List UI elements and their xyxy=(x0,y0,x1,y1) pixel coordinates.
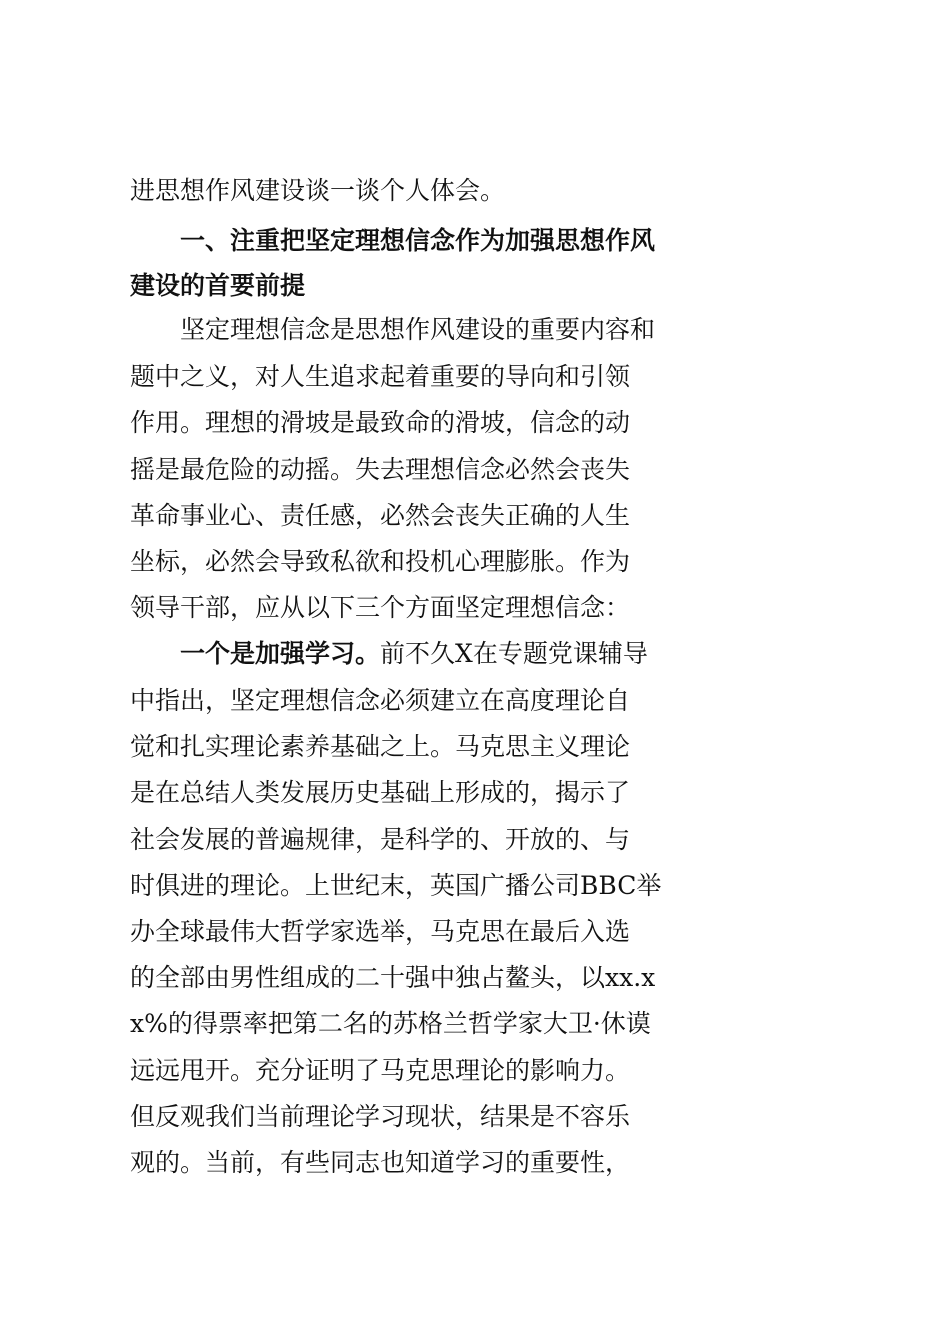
text-line: 的全部由男性组成的二十强中独占鳌头，以xx.x xyxy=(130,963,656,992)
text-line: 观的。当前，有些同志也知道学习的重要性， xyxy=(130,1148,631,1177)
text-line: 进思想作风建设谈一谈个人体会。 xyxy=(130,176,506,205)
bold-lead: 一个是加强学习。 xyxy=(180,639,381,668)
text-line: 坐标，必然会导致私欲和投机心理膨胀。作为 xyxy=(130,547,631,576)
text-line: 是在总结人类发展历史基础上形成的，揭示了 xyxy=(130,778,631,807)
text-line: 但反观我们当前理论学习现状，结果是不容乐 xyxy=(130,1102,631,1131)
text-line: 远远甩开。充分证明了马克思理论的影响力。 xyxy=(130,1056,631,1085)
section-heading: 一、注重把坚定理想信念作为加强思想作风 xyxy=(180,226,656,255)
text-line: 坚定理想信念是思想作风建设的重要内容和 xyxy=(180,315,656,344)
text-line: x%的得票率把第二名的苏格兰哲学家大卫·休谟 xyxy=(130,1009,651,1038)
text-line: 题中之义，对人生追求起着重要的导向和引领 xyxy=(130,362,631,391)
text-line: 革命事业心、责任感，必然会丧失正确的人生 xyxy=(130,501,631,530)
text-line: 办全球最伟大哲学家选举，马克思在最后入选 xyxy=(130,917,631,946)
text-line: 摇是最危险的动摇。失去理想信念必然会丧失 xyxy=(130,455,631,484)
section-heading: 建设的首要前提 xyxy=(130,271,306,300)
text-line: 作用。理想的滑坡是最致命的滑坡，信念的动 xyxy=(130,408,631,437)
text-line: 时俱进的理论。上世纪末，英国广播公司BBC举 xyxy=(130,871,662,900)
text-line: 领导干部，应从以下三个方面坚定理想信念： xyxy=(130,593,631,622)
text-line: 中指出，坚定理想信念必须建立在高度理论自 xyxy=(130,686,631,715)
text-line: 觉和扎实理论素养基础之上。马克思主义理论 xyxy=(130,732,631,761)
text-line: 社会发展的普遍规律，是科学的、开放的、与 xyxy=(130,825,631,854)
text-line: 一个是加强学习。前不久X在专题党课辅导 xyxy=(180,639,648,668)
